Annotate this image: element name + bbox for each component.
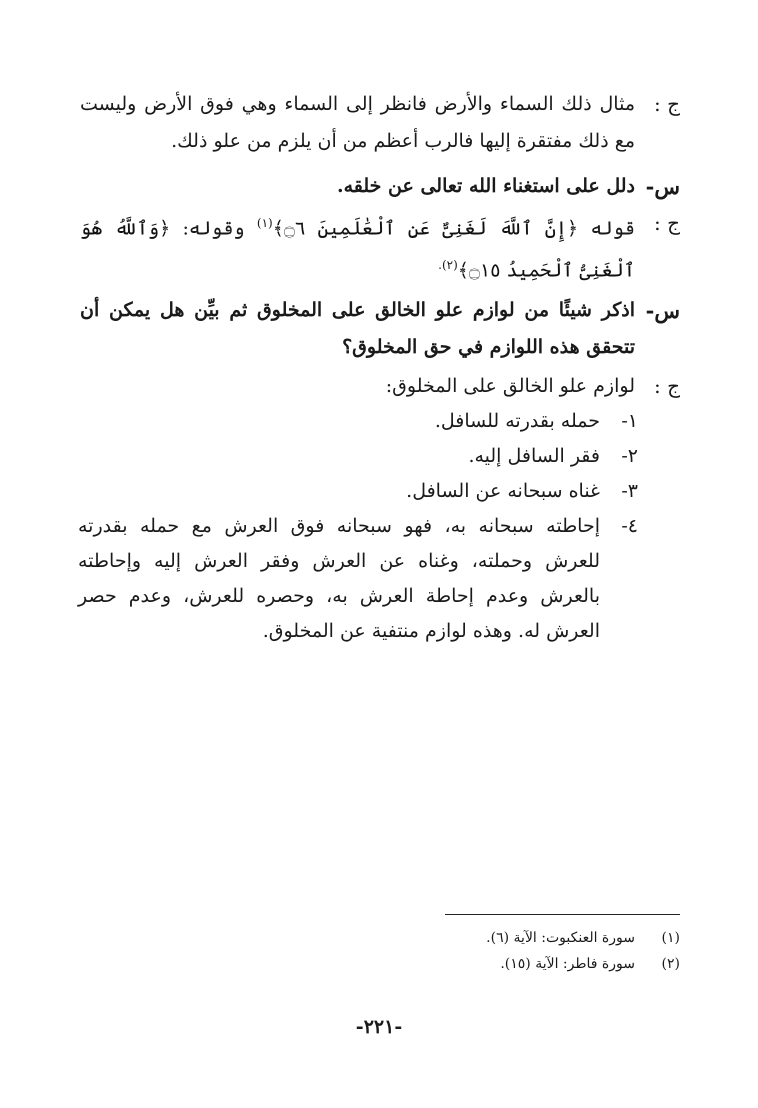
footnote-1 xyxy=(280,927,680,949)
quran-verse-1: ﴿إِنَّ ٱللَّهَ لَغَنِىٌّ عَنِ ٱلْعَٰلَمِينَ ۝٦﴾ xyxy=(272,217,579,240)
answer-2 xyxy=(80,205,680,290)
list-item-number: ٢- xyxy=(621,445,638,467)
footnote-number: (٢) xyxy=(661,956,680,972)
footnote-number: (١) xyxy=(661,930,680,946)
question-marker: س- xyxy=(645,298,680,323)
footnote-separator xyxy=(445,914,680,915)
list-item-text: غناه سبحانه عن السافل. xyxy=(406,480,600,502)
list-item-number: ٤- xyxy=(621,515,638,537)
question-3-text: اذكر شيئًا من لوازم علو الخالق على المخلوق ثم بيِّن هل يمكن أن تتحقق هذه اللوازم في حق المخلوق؟ xyxy=(80,299,635,358)
answer-3 xyxy=(80,368,680,405)
answer-1 xyxy=(80,86,680,160)
footnote-2 xyxy=(280,953,680,975)
answer-marker: ج : xyxy=(653,92,680,116)
answer-marker: ج : xyxy=(653,211,680,235)
quran-verse-2: ﴿وَٱللَّهُ هُوَ ٱلْغَنِىُّ ٱلْحَمِيدُ ۝١٥﴾ xyxy=(80,217,635,282)
footnote-ref-1: (١) xyxy=(256,216,273,230)
answer-2-prefix: قوله xyxy=(590,217,635,240)
list-item-text: إحاطته سبحانه به، فهو سبحانه فوق العرش مع حمله بقدرته للعرش وحملته، وغناه عن العرش وفقر العرش إليه وإحاطته بالعرش وعدم إحاطة العرش به، وحصره للعرش، وعدم حصر العرش له. وهذه لوازم منتفية عن المخلوق. xyxy=(78,515,600,642)
question-3 xyxy=(80,292,680,366)
footnote-ref-2: (٢). xyxy=(438,258,458,273)
question-2 xyxy=(80,168,680,205)
answer-2-text xyxy=(80,205,635,290)
list-item-text: حمله بقدرته للسافل. xyxy=(434,410,600,432)
page-number: -٢٢١- xyxy=(355,1016,403,1038)
answer-2-mid: وقوله: xyxy=(182,217,245,240)
answer-3-text: لوازم علو الخالق على المخلوق: xyxy=(385,375,635,397)
list-item-number: ١- xyxy=(621,410,638,432)
question-2-text: دلل على استغناء الله تعالى عن خلقه. xyxy=(336,175,635,197)
footnote-text: سورة فاطر: الآية (١٥). xyxy=(500,956,635,972)
list-item-number: ٣- xyxy=(621,480,638,502)
footnote-text: سورة العنكبوت: الآية (٦). xyxy=(486,930,635,946)
answer-marker: ج : xyxy=(653,374,680,398)
question-marker: س- xyxy=(645,174,680,199)
answer-1-text: مثال ذلك السماء والأرض فانظر إلى السماء وهي فوق الأرض وليست مع ذلك مفتقرة إليها فالرب أعظم من أن يلزم من علو ذلك. xyxy=(80,93,635,152)
list-item-text: فقر السافل إليه. xyxy=(468,445,600,467)
